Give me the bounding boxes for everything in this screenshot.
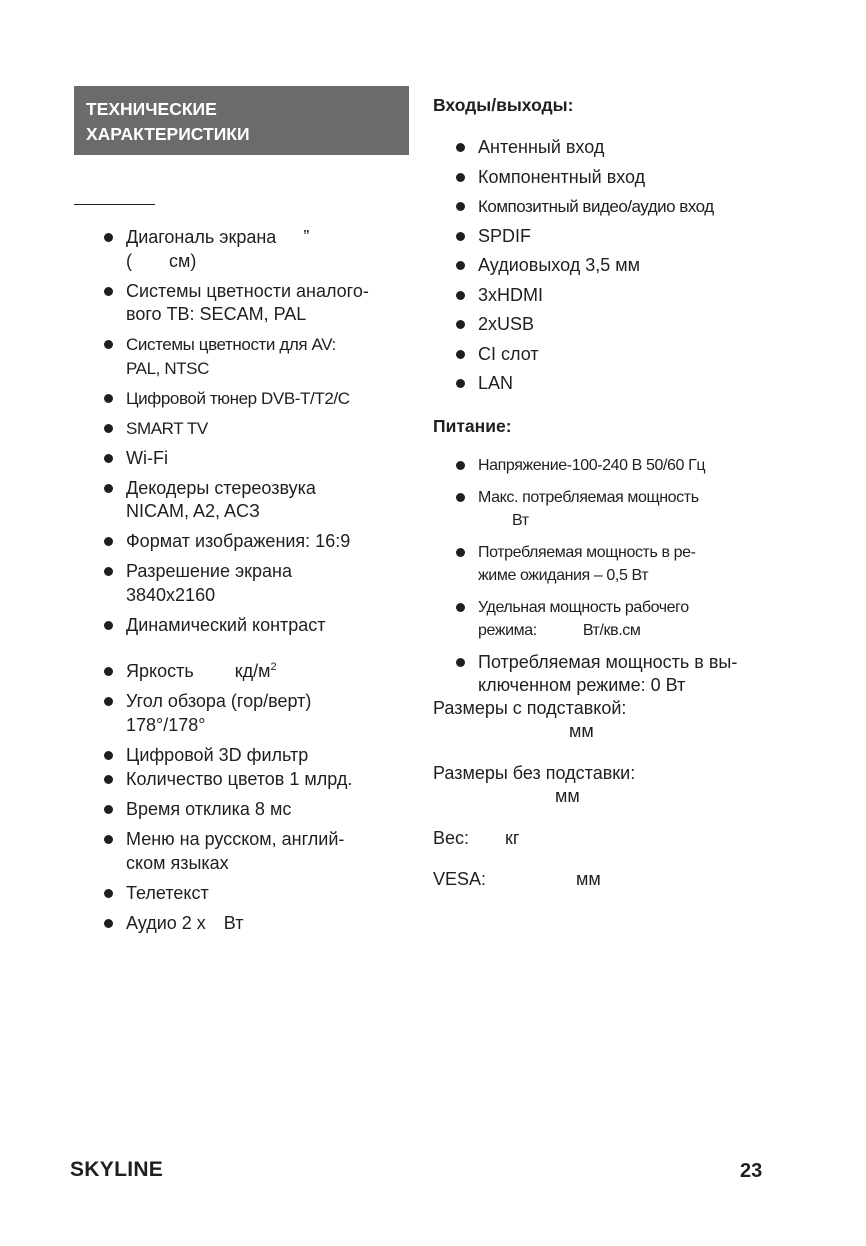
right-column (433, 94, 793, 910)
bullet-icon (104, 537, 113, 546)
list-item: Количество цветов 1 млрд. (104, 768, 414, 792)
list-item: Декодеры стереозвука NICAM, A2, ACЗ (104, 477, 414, 524)
bullet-icon (456, 350, 465, 359)
list-item: Разрешение экрана 3840x2160 (104, 560, 414, 607)
bullet-icon (456, 658, 465, 667)
list-item: Антенный вход (456, 136, 793, 160)
list-item: Удельная мощность рабочего режима: Вт/кв.см (456, 596, 793, 642)
bullet-icon (456, 261, 465, 270)
bullet-icon (104, 667, 113, 676)
list-item: Системы цветности для AV: PAL, NTSC (104, 333, 414, 380)
bullet-icon (456, 173, 465, 182)
bullet-icon (104, 919, 113, 928)
dimensions-without-stand: Размеры без подставки: мм (433, 762, 636, 806)
list-item: Потребляемая мощность в вы- ключенном режиме: 0 Вт (456, 651, 793, 697)
list-item: 3xHDMI (456, 284, 793, 308)
list-item: Компонентный вход (456, 166, 793, 190)
divider-rule (74, 204, 155, 205)
list-item: Wi-Fi (104, 447, 414, 471)
bullet-icon (104, 889, 113, 898)
bullet-icon (104, 805, 113, 814)
list-item: Потребляемая мощность в ре- жиме ожидания – 0,5 Вт (456, 541, 793, 587)
power-section-title: Питание: (433, 415, 512, 436)
list-item: Аудио 2 х Вт (104, 912, 414, 936)
bullet-icon (104, 454, 113, 463)
general-specs-list (104, 226, 414, 935)
io-list (433, 136, 793, 396)
list-item: Время отклика 8 мс (104, 798, 414, 822)
list-item: SPDIF (456, 225, 793, 249)
bullet-icon (456, 493, 465, 502)
dimensions-with-stand: Размеры с подставкой: мм (433, 697, 627, 741)
left-column (104, 226, 414, 942)
io-section-title: Входы/выходы: (433, 95, 574, 115)
list-item: 2xUSB (456, 313, 793, 337)
list-item: Композитный видео/аудио вход (456, 195, 793, 219)
bullet-icon (456, 461, 465, 470)
bullet-icon (456, 143, 465, 152)
list-item: CI слот (456, 343, 793, 367)
brand-logo: SKYLINE (70, 1158, 164, 1181)
list-item: Цифровой тюнер DVB-T/T2/C (104, 387, 414, 411)
weight: Вес: кг (433, 827, 520, 848)
list-item: Угол обзора (гор/верт) 178°/178° (104, 690, 414, 737)
bullet-icon (104, 484, 113, 493)
list-item: Формат изображения: 16:9 (104, 530, 414, 554)
bullet-icon (456, 320, 465, 329)
bullet-icon (456, 232, 465, 241)
bullet-icon (456, 202, 465, 211)
section-header (74, 86, 409, 155)
list-item: Напряжение-100-240 В 50/60 Гц (456, 454, 793, 477)
bullet-icon (104, 340, 113, 349)
bullet-icon (104, 287, 113, 296)
bullet-icon (104, 621, 113, 630)
section-title-line-1: ТЕХНИЧЕСКИЕ (86, 99, 217, 119)
page-number: 23 (740, 1160, 763, 1182)
bullet-icon (456, 379, 465, 388)
list-item: Телетекст (104, 882, 414, 906)
bullet-icon (104, 697, 113, 706)
bullet-icon (456, 603, 465, 612)
bullet-icon (104, 394, 113, 403)
bullet-icon (104, 775, 113, 784)
bullet-icon (104, 751, 113, 760)
list-item: Динамический контраст (104, 614, 414, 638)
list-item: Диагональ экрана ” ( см) (104, 226, 414, 273)
vesa: VESA: мм (433, 869, 601, 889)
section-title-line-2: ХАРАКТЕРИСТИКИ (86, 124, 250, 144)
list-item: Аудиовыход 3,5 мм (456, 254, 793, 278)
bullet-icon (104, 424, 113, 433)
dimensions-block (433, 697, 793, 892)
list-item: Системы цветности аналого- вого ТВ: SECAM, PAL (104, 280, 414, 327)
list-item: Цифровой 3D фильтр (104, 744, 414, 768)
list-item: Яркость $кд/м^2$ (104, 660, 414, 684)
list-item: LAN (456, 372, 793, 396)
list-item: Макс. потребляемая мощность Вт (456, 486, 793, 532)
bullet-icon (104, 233, 113, 242)
list-item: Меню на русском, англий- ском языках (104, 828, 414, 875)
bullet-icon (104, 835, 113, 844)
bullet-icon (104, 567, 113, 576)
bullet-icon (456, 548, 465, 557)
list-item: SMART TV (104, 417, 414, 441)
bullet-icon (456, 291, 465, 300)
power-list (433, 454, 793, 697)
